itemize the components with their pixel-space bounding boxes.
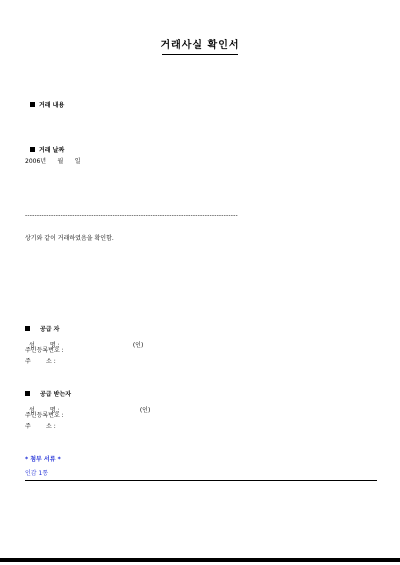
receiver-heading-label: 공급 받는자 [40, 391, 72, 398]
supplier-seal-mark: (인) [132, 342, 144, 349]
date-heading-label: 거래 날짜 [39, 147, 65, 154]
date-value: 2006년 월 일 [25, 158, 81, 165]
dash-separator: ------------------------------------------------------------------------------------------ [25, 212, 238, 219]
supplier-name-label: 성 명 : [28, 342, 60, 349]
attachments-heading: * 첨부 서류 * [25, 456, 61, 463]
date-section-heading [30, 147, 64, 154]
content-section-heading [30, 102, 64, 109]
content-heading-label: 거래 내용 [39, 102, 65, 109]
document-title: 거래사실 확인서 [160, 40, 240, 51]
square-bullet-icon [30, 147, 35, 152]
title-underline [162, 54, 238, 55]
square-bullet-icon [25, 326, 30, 331]
page-bottom-bar [0, 558, 400, 562]
attachment-item: 인감 1통 [25, 470, 49, 477]
square-bullet-icon [30, 102, 35, 107]
attachments-underline [25, 480, 377, 481]
receiver-name-label: 성 명 : [28, 407, 60, 414]
receiver-address-label: 주 소 : [25, 423, 56, 430]
receiver-seal-mark: (인) [139, 407, 151, 414]
supplier-reg-label: 주민등록번호 : [25, 347, 64, 354]
supplier-heading [25, 326, 59, 333]
square-bullet-icon [25, 391, 30, 396]
confirmation-text: 상기와 같이 거래하였음을 확인함. [25, 235, 114, 242]
receiver-reg-label: 주민등록번호 : [25, 412, 64, 419]
supplier-address-label: 주 소 : [25, 358, 56, 365]
supplier-heading-label: 공급 자 [40, 326, 60, 333]
receiver-heading [25, 391, 71, 398]
